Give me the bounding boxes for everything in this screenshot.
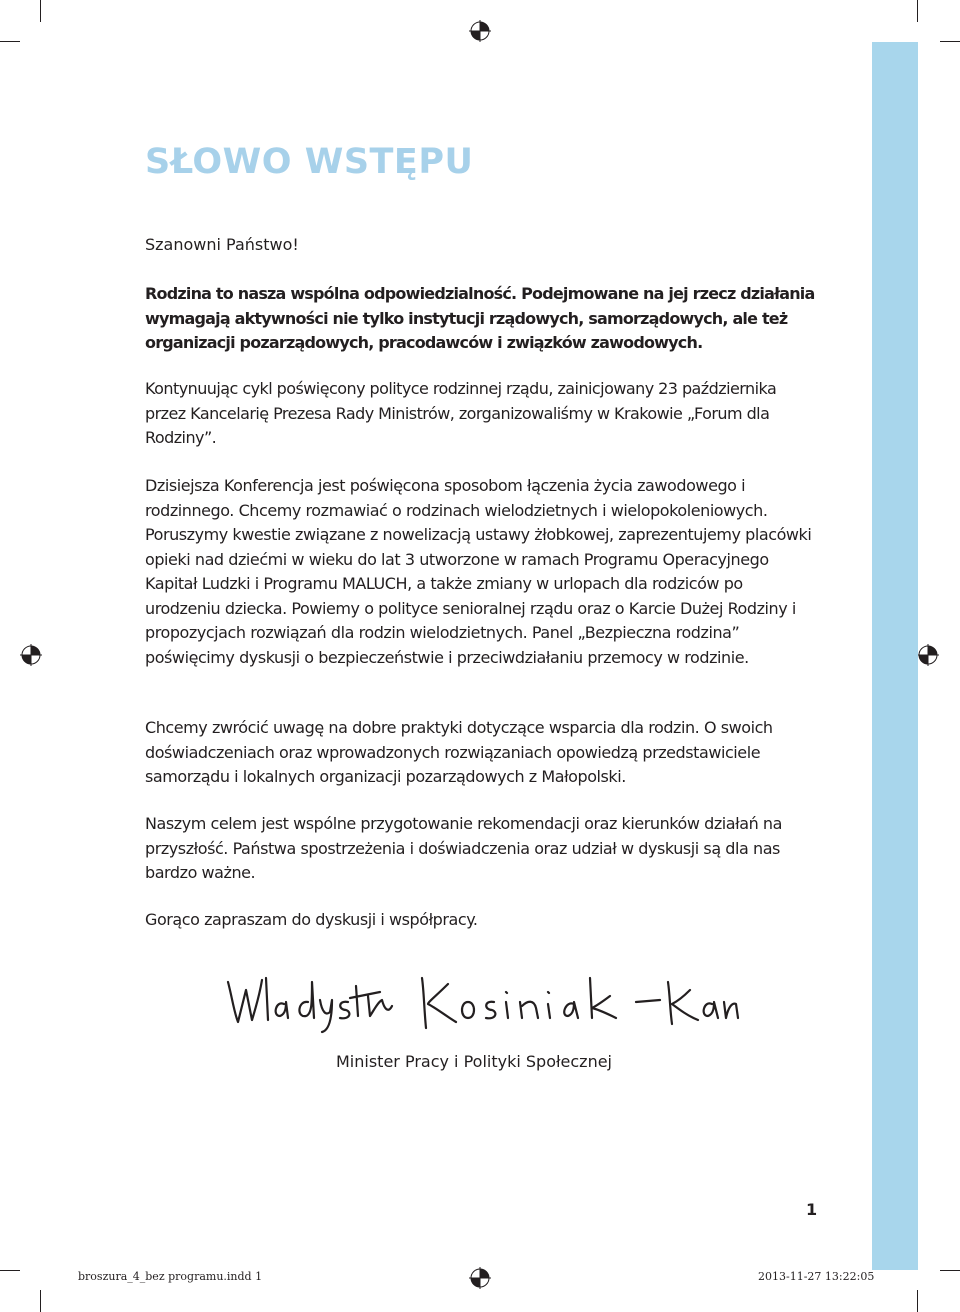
crop-mark-bottom-left-v <box>40 1290 41 1312</box>
signer-title: Minister Pracy i Polityki Społecznej <box>336 1052 612 1071</box>
print-slug-filename: broszura_4_bez programu.indd 1 <box>78 1270 263 1283</box>
crop-mark-bottom-right-h <box>940 1270 960 1271</box>
page-title: SŁOWO WSTĘPU <box>145 142 474 182</box>
paragraph: Naszym celem jest wspólne przygotowanie rekomendacji oraz kierunków działań na przyszłość. Państwa spostrzeżenia i doświadczenia oraz udział w dyskusji są dla nas bardzo ważne. <box>145 814 782 882</box>
crop-mark-top-right-h <box>940 41 960 42</box>
paragraph: Chcemy zwrócić uwagę na dobre praktyki dotyczące wsparcia dla rodzin. O swoich doświadczeniach oraz wprowadzonych rozwiązaniach opowiedzą przedstawiciele samorządu i lokalnych organizacji pozarządowych z Małopolski. <box>145 718 773 786</box>
greeting: Szanowni Państwo! <box>145 235 299 254</box>
closing-line: Gorąco zapraszam do dyskusji i współpracy. <box>145 910 478 929</box>
registration-mark-icon <box>469 20 491 42</box>
crop-mark-bottom-left-h <box>0 1270 20 1271</box>
registration-mark-icon <box>20 644 42 666</box>
lead-paragraph: Rodzina to nasza wspólna odpowiedzialność. Podejmowane na jej rzecz działania wymagają aktywności nie tylko instytucji rządowych, samorządowych, ale też organizacji pozarządowych, pracodawców i związków zawodowych. <box>145 284 815 352</box>
crop-mark-top-left-v <box>40 0 41 22</box>
crop-mark-top-left-h <box>0 41 20 42</box>
print-slug-timestamp: 2013-11-27 13:22:05 <box>758 1270 875 1283</box>
side-color-bar <box>872 42 918 1270</box>
crop-mark-top-right-v <box>917 0 918 22</box>
paragraph: Dzisiejsza Konferencja jest poświęcona sposobom łączenia życia zawodowego i rodzinnego. Chcemy rozmawiać o rodzinach wielodzietnych i wielopokoleniowych. Poruszymy kwestie związane z nowelizacją ustawy żłobkowej, zaprezentujemy placówki opieki nad dziećmi w wieku do lat 3 utworzone w ramach Programu Operacyjnego Kapitał Ludzki i Programu MALUCH, a także zmiany w urlopach dla rodziców po urodzeniu dziecka. Powiemy o polityce senioralnej rządu oraz o Karcie Dużej Rodziny i propozycjach rozwiązań dla rodzin wielodzietnych. Panel „Bezpieczna rodzina” poświęcimy dyskusji o bezpieczeństwie i przeciwdziałaniu przemocy w rodzinie. <box>145 476 812 667</box>
registration-mark-icon <box>917 644 939 666</box>
registration-mark-icon <box>469 1267 491 1289</box>
crop-mark-bottom-right-v <box>917 1290 918 1312</box>
page-number: 1 <box>806 1200 818 1219</box>
handwritten-signature <box>222 972 750 1034</box>
paragraph: Kontynuując cykl poświęcony polityce rodzinnej rządu, zainicjowany 23 października przez Kancelarię Prezesa Rady Ministrów, zorganizowaliśmy w Krakowie „Forum dla Rodziny”. <box>145 379 777 447</box>
